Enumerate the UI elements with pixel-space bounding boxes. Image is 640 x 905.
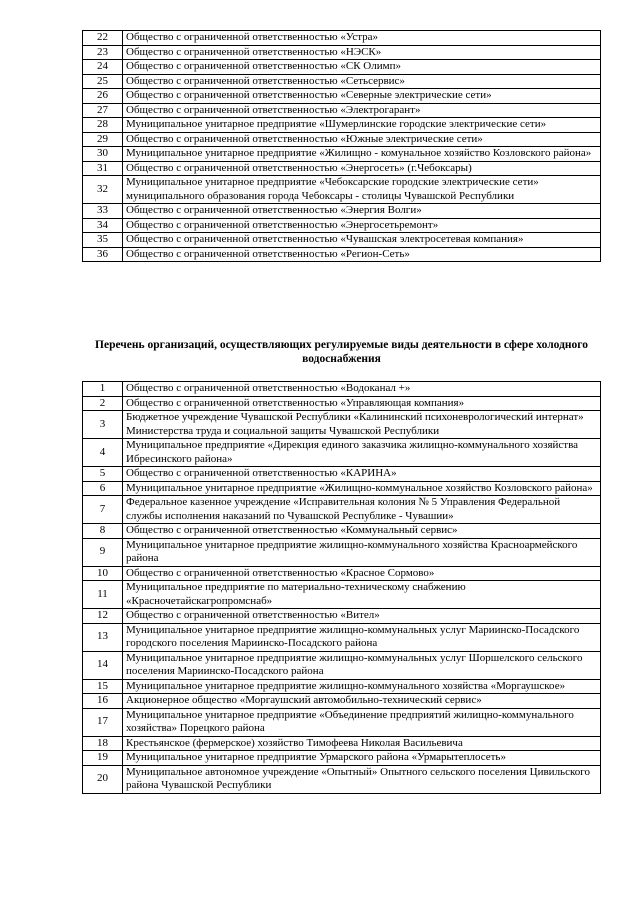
table-row: [83, 736, 601, 751]
table-row: [83, 45, 601, 60]
row-number: 8: [83, 524, 123, 539]
row-number: 31: [83, 161, 123, 176]
row-number: 28: [83, 118, 123, 133]
row-number: 22: [83, 31, 123, 46]
organization-name: Общество с ограниченной ответственностью «Управляющая компания»: [123, 396, 601, 411]
table-row: [83, 411, 601, 439]
table-row: [83, 524, 601, 539]
table-row: [83, 708, 601, 736]
row-number: 26: [83, 89, 123, 104]
organization-name: Акционерное общество «Моргаушский автомобильно-технический сервис»: [123, 694, 601, 709]
organization-name: Общество с ограниченной ответственностью «Вител»: [123, 609, 601, 624]
row-number: 25: [83, 74, 123, 89]
table-row: [83, 496, 601, 524]
organization-name: Общество с ограниченной ответственностью «Сетьсервис»: [123, 74, 601, 89]
row-number: 11: [83, 581, 123, 609]
table-row: [83, 679, 601, 694]
row-number: 23: [83, 45, 123, 60]
organization-name: Муниципальное унитарное предприятие «Шумерлинские городские электрические сети»: [123, 118, 601, 133]
table-row: [83, 60, 601, 75]
row-number: 34: [83, 218, 123, 233]
table-row: [83, 132, 601, 147]
row-number: 33: [83, 204, 123, 219]
table-row: [83, 118, 601, 133]
table-row: [83, 103, 601, 118]
organization-name: Бюджетное учреждение Чувашской Республики «Калининский психоневрологический интернат» Министерства труда и социальной защиты Чувашской Республики: [123, 411, 601, 439]
organization-name: Муниципальное унитарное предприятие «Чебоксарские городские электрические сети» муниципального образования города Чебоксары - столицы Чувашской Республики: [123, 176, 601, 204]
row-number: 1: [83, 382, 123, 397]
row-number: 19: [83, 751, 123, 766]
table-body: [83, 382, 601, 794]
organization-name: Муниципальное унитарное предприятие «Объединение предприятий жилищно-коммунального хозяйства» Порецкого района: [123, 708, 601, 736]
row-number: 18: [83, 736, 123, 751]
row-number: 14: [83, 651, 123, 679]
table-row: [83, 31, 601, 46]
row-number: 15: [83, 679, 123, 694]
organization-name: Общество с ограниченной ответственностью «Энергосетьремонт»: [123, 218, 601, 233]
row-number: 36: [83, 247, 123, 262]
table-row: [83, 74, 601, 89]
table-row: [83, 218, 601, 233]
table-row: [83, 481, 601, 496]
table-row: [83, 609, 601, 624]
table-row: [83, 161, 601, 176]
organization-name: Муниципальное унитарное предприятие «Жилищно - комунальное хозяйство Козловского района»: [123, 147, 601, 162]
table-body: [83, 31, 601, 262]
row-number: 4: [83, 439, 123, 467]
row-number: 16: [83, 694, 123, 709]
row-number: 30: [83, 147, 123, 162]
table-row: [83, 382, 601, 397]
organization-name: Общество с ограниченной ответственностью «Водоканал +»: [123, 382, 601, 397]
row-number: 27: [83, 103, 123, 118]
table-row: [83, 651, 601, 679]
table-row: [83, 439, 601, 467]
table-row: [83, 623, 601, 651]
row-number: 17: [83, 708, 123, 736]
row-number: 24: [83, 60, 123, 75]
row-number: 13: [83, 623, 123, 651]
organization-name: Общество с ограниченной ответственностью «Энергосеть» (г.Чебоксары): [123, 161, 601, 176]
section-heading: Перечень организаций, осуществляющих регулируемые виды деятельности в сфере холодного водоснабжения: [95, 339, 588, 365]
table-row: [83, 581, 601, 609]
row-number: 6: [83, 481, 123, 496]
organization-name: Муниципальное унитарное предприятие жилищно-коммунального хозяйства «Моргаушское»: [123, 679, 601, 694]
organization-name: Общество с ограниченной ответственностью «Чувашская электросетевая компания»: [123, 233, 601, 248]
organization-name: Крестьянское (фермерское) хозяйство Тимофеева Николая Васильевича: [123, 736, 601, 751]
organization-name: Федеральное казенное учреждение «Исправительная колония № 5 Управления Федеральной службы исполнения наказаний по Чувашской Республике - Чувашии»: [123, 496, 601, 524]
table-row: [83, 233, 601, 248]
organization-name: Муниципальное предприятие «Дирекция единого заказчика жилищно-коммунального хозяйства Ибресинского района»: [123, 439, 601, 467]
row-number: 35: [83, 233, 123, 248]
organization-name: Общество с ограниченной ответственностью «Коммунальный сервис»: [123, 524, 601, 539]
organization-name: Общество с ограниченной ответственностью «СК Олимп»: [123, 60, 601, 75]
table-row: [83, 396, 601, 411]
row-number: 12: [83, 609, 123, 624]
row-number: 9: [83, 538, 123, 566]
organization-name: Муниципальное унитарное предприятие жилищно-коммунального хозяйства Красноармейского района: [123, 538, 601, 566]
organization-name: Муниципальное унитарное предприятие жилищно-коммунальных услуг Шоршелского сельского поселения Мариинско-Посадского района: [123, 651, 601, 679]
row-number: 7: [83, 496, 123, 524]
table-row: [83, 566, 601, 581]
table-row: [83, 204, 601, 219]
row-number: 32: [83, 176, 123, 204]
organization-name: Общество с ограниченной ответственностью «Электрогарант»: [123, 103, 601, 118]
organization-name: Общество с ограниченной ответственностью «Регион-Сеть»: [123, 247, 601, 262]
organization-name: Муниципальное предприятие по материально-техническому снабжению «Красночетайскагропромснаб»: [123, 581, 601, 609]
organization-name: Общество с ограниченной ответственностью «Устра»: [123, 31, 601, 46]
organization-name: Общество с ограниченной ответственностью «Южные электрические сети»: [123, 132, 601, 147]
table-row: [83, 751, 601, 766]
organization-name: Общество с ограниченной ответственностью «КАРИНА»: [123, 467, 601, 482]
row-number: 29: [83, 132, 123, 147]
row-number: 5: [83, 467, 123, 482]
electricity-organizations-table: [82, 30, 601, 262]
table-row: [83, 694, 601, 709]
table-row: [83, 247, 601, 262]
table-row: [83, 147, 601, 162]
organization-name: Общество с ограниченной ответственностью «Красное Сормово»: [123, 566, 601, 581]
table-row: [83, 89, 601, 104]
organization-name: Муниципальное унитарное предприятие Урмарского района «Урмарытеплосеть»: [123, 751, 601, 766]
row-number: 20: [83, 765, 123, 793]
row-number: 2: [83, 396, 123, 411]
organization-name: Муниципальное унитарное предприятие «Жилищно-коммунальное хозяйство Козловского района»: [123, 481, 601, 496]
row-number: 10: [83, 566, 123, 581]
organization-name: Муниципальное унитарное предприятие жилищно-коммунальных услуг Мариинско-Посадского городского поселения Мариинско-Посадского района: [123, 623, 601, 651]
organization-name: Общество с ограниченной ответственностью «Энергия Волги»: [123, 204, 601, 219]
table-row: [83, 538, 601, 566]
organization-name: Общество с ограниченной ответственностью «НЭСК»: [123, 45, 601, 60]
organization-name: Общество с ограниченной ответственностью «Северные электрические сети»: [123, 89, 601, 104]
organization-name: Муниципальное автономное учреждение «Опытный» Опытного сельского поселения Цивильского района Чувашской Республики: [123, 765, 601, 793]
row-number: 3: [83, 411, 123, 439]
table-row: [83, 176, 601, 204]
cold-water-organizations-table: [82, 381, 601, 794]
table-row: [83, 467, 601, 482]
table-row: [83, 765, 601, 793]
